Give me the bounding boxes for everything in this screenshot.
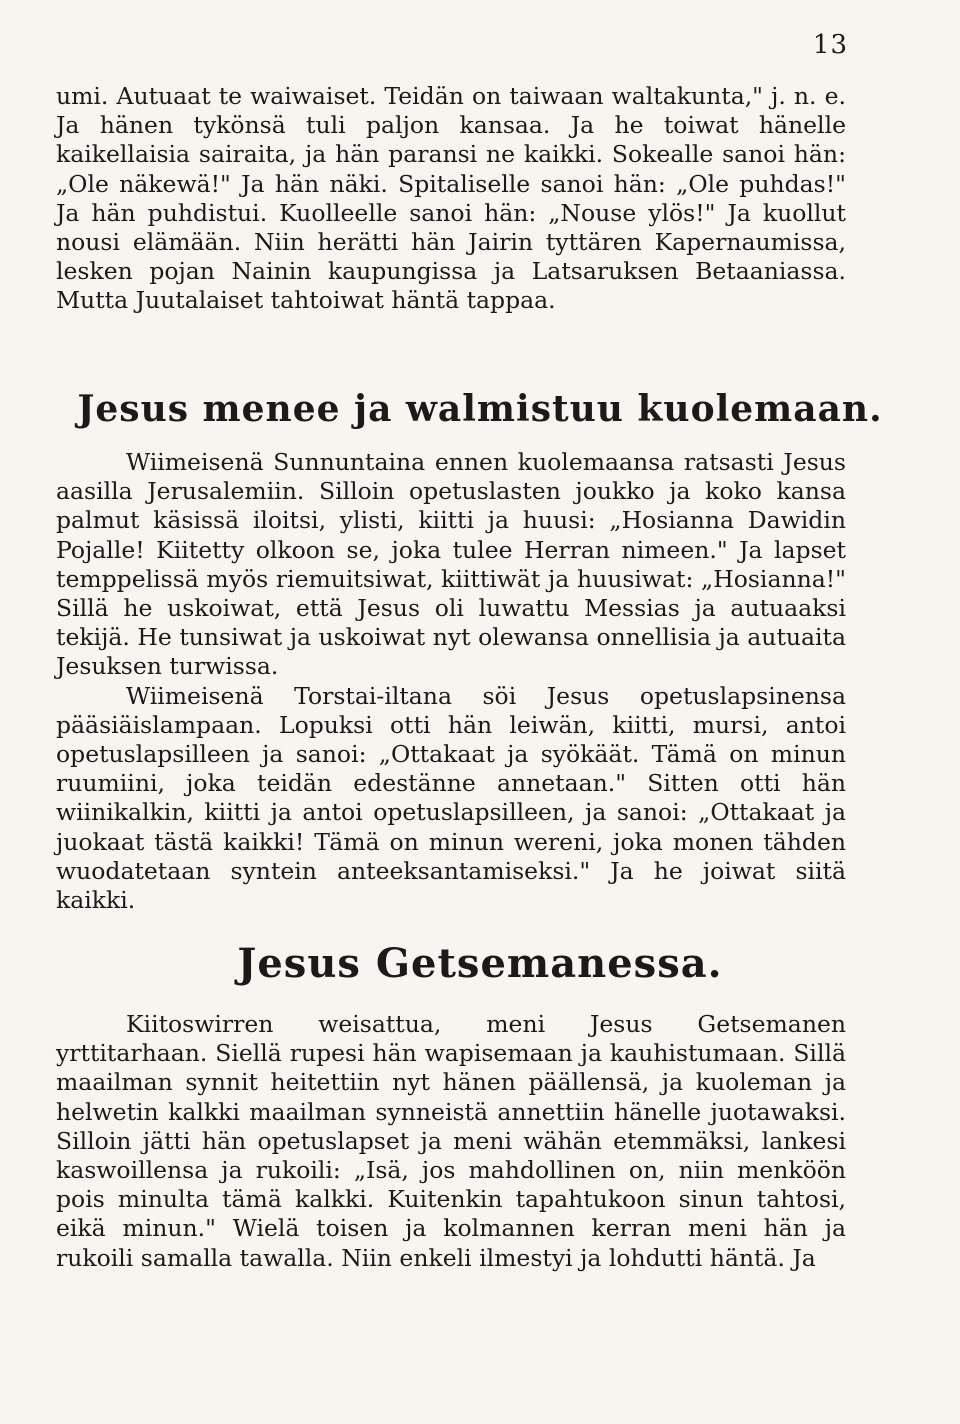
section-body xyxy=(56,448,846,915)
section-heading: Jesus Getsemanessa. xyxy=(237,940,723,987)
section-intro-body xyxy=(56,82,846,316)
section-heading: Jesus menee ja walmistuu kuolemaan. xyxy=(77,388,883,430)
paragraph: umi. Autuaat te waiwaiset. Teidän on taiwaan waltakunta," j. n. e. Ja hänen tykönsä tuli paljon kansaa. Ja he toiwat hänelle kaikellaisia sairaita, ja hän paransi ne kaikki. Sokealle sanoi hän: „Ole näkewä!" Ja hän näki. Spitaliselle sanoi hän: „Ole puhdas!" Ja hän puhdistui. Kuolleelle sanoi hän: „Nouse ylös!" Ja kuollut nousi elämään. Niin herätti hän Jairin tyttären Kapernaumissa, lesken pojan Nainin kaupungissa ja Latsaruksen Betaaniassa. Mutta Juutalaiset tahtoiwat häntä tappaa. xyxy=(56,82,846,315)
page-number: 13 xyxy=(812,30,848,60)
section-body xyxy=(56,1010,846,1273)
paragraph: Kiitoswirren weisattua, meni Jesus Getsemanen yrttitarhaan. Siellä rupesi hän wapisemaan ja kauhistumaan. Sillä maailman synnit heitettiin nyt hänen päällensä, ja kuoleman ja helwetin kalkki maailman synneistä annettiin hänelle juotawaksi. Silloin jätti hän opetuslapset ja meni wähän etemmäksi, lankesi kaswoillensa ja rukoili: „Isä, jos mahdollinen on, niin menköön pois minulta tämä kalkki. Kuitenkin tapahtukoon sinun tahtosi, eikä minun." Wielä toisen ja kolmannen kerran meni hän ja rukoili samalla tawalla. Niin enkeli ilmestyi ja lohdutti häntä. Ja xyxy=(56,1010,846,1272)
paragraph: Wiimeisenä Torstai-iltana söi Jesus opetuslapsinensa pääsiäislampaan. Lopuksi otti hän leiwän, kiitti, mursi, antoi opetuslapsilleen ja sanoi: „Ottakaat ja syökäät. Tämä on minun ruumiini, joka teidän edestänne annetaan." Sitten otti hän wiinikalkin, kiitti ja antoi opetuslapsilleen, ja sanoi: „Ottakaat ja juokaat tästä kaikki! Tämä on minun wereni, joka monen tähden wuodatetaan syntein anteeksantamiseksi." Ja he joiwat siitä kaikki. xyxy=(56,681,846,915)
paragraph: Wiimeisenä Sunnuntaina ennen kuolemaansa ratsasti Jesus aasilla Jerusalemiin. Silloin opetuslasten joukko ja koko kansa palmut käsissä iloitsi, ylisti, kiitti ja huusi: „Hosianna Dawidin Pojalle! Kiitetty olkoon se, joka tulee Herran nimeen." Ja lapset temppelissä myös riemuitsiwat, kiittiwät ja huusiwat: „Hosianna!" Sillä he uskoiwat, että Jesus oli luwattu Messias ja autuaaksi tekijä. He tunsiwat ja uskoiwat nyt olewansa onnellisia ja autuaita Jesuksen turwissa. xyxy=(56,448,846,681)
